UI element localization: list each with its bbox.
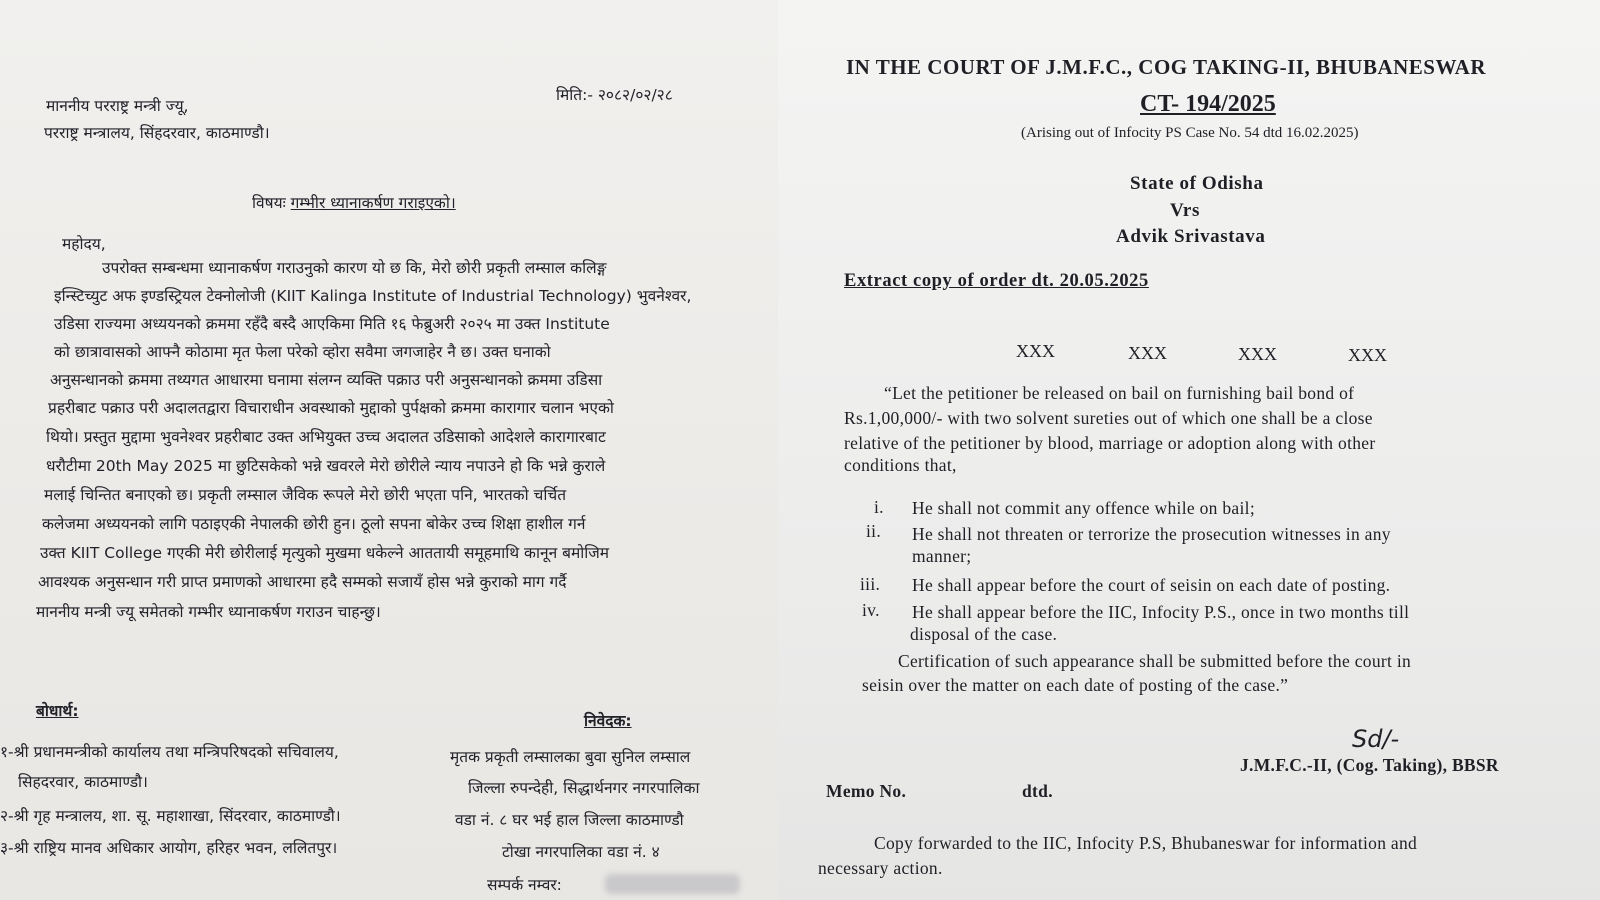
salutation: महोदय, — [62, 235, 106, 253]
subject-line — [252, 191, 456, 213]
body-line: प्रहरीबाट पक्राउ परी अदालतद्वारा विचाराधीन अवस्थाको मुद्दाको पुर्पक्षको क्रममा कारागार चलान भएको — [48, 399, 614, 417]
versus-label: Vrs — [1170, 200, 1200, 221]
placeholder-mark: XXX — [1128, 343, 1167, 363]
court-title: IN THE COURT OF J.M.F.C., COG TAKING-II, BHUBANESWAR — [846, 55, 1486, 79]
body-line: उपरोक्त सम्बन्धमा ध्यानाकर्षण गराउनुको कारण यो छ कि, मेरो छोरी प्रकृती लम्साल कलिङ्ग — [102, 259, 607, 277]
body-line: कलेजमा अध्ययनको लागि पठाइएकी नेपालकी छोरी हुन। ठूलो सपना बोकेर उच्च शिक्षा हाशील गर्न — [42, 515, 586, 533]
applicant-line: मृतक प्रकृती लम्सालका बुवा सुनिल लम्साल — [450, 748, 691, 766]
applicant-line: जिल्ला रुपन्देही, सिद्धार्थनगर नगरपालिका — [468, 779, 700, 797]
body-line: मलाई चिन्तित बनाएको छ। प्रकृती लम्साल जैविक रूपले मेरो छोरी भएता पनि, भारतको चर्चित — [44, 486, 567, 504]
order-line: “Let the petitioner be released on bail on furnishing bail bond of — [884, 383, 1355, 403]
body-line: माननीय मन्त्री ज्यू समेतको गम्भीर ध्यानाकर्षण गराउन चाहन्छु। — [36, 603, 381, 621]
placeholder-mark: XXX — [1238, 344, 1277, 364]
cc-line: १-श्री प्रधानमन्त्रीको कार्यालय तथा मन्त्रिपरिषदको सचिवालय, — [0, 743, 339, 761]
condition-text: He shall appear before the IIC, Infocity P.S., once in two months till — [912, 602, 1410, 622]
dtd-label: dtd. — [1022, 781, 1053, 801]
body-line: उडिसा राज्यमा अध्ययनको क्रममा रहँदै बस्दै आएकिमा मिति १६ फेब्रुअरी २०२५ मा उक्त Institute — [54, 315, 610, 333]
condition-number: iv. — [862, 600, 880, 620]
body-line: को छात्रावासको आफ्नै कोठामा मृत फेला परेको व्होरा सवैमा जगजाहेर नै छ। उक्त घनाको — [54, 343, 551, 361]
cc-line: ३-श्री राष्ट्रिय मानव अधिकार आयोग, हरिहर भवन, ललितपुर। — [0, 839, 338, 857]
forward-line: necessary action. — [818, 858, 943, 878]
body-line: इन्स्टिच्युट अफ इण्डस्ट्रियल टेक्नोलोजी (KIIT Kalinga Institute of Industrial Technology) भुवनेश्वर, — [54, 287, 692, 305]
condition-text: He shall not threaten or terrorize the prosecution witnesses in any — [912, 524, 1391, 544]
forward-line: Copy forwarded to the IIC, Infocity P.S, Bhubaneswar for information and — [874, 833, 1418, 853]
condition-number: ii. — [866, 521, 881, 541]
cc-line: २-श्री गृह मन्त्रालय, शा. सू. महाशाखा, सिंदरवार, काठमाण्डौ। — [0, 807, 341, 825]
memo-label: Memo No. — [826, 781, 907, 801]
redacted-contact-number — [605, 874, 740, 894]
condition-text: manner; — [912, 546, 972, 566]
condition-text: He shall not commit any offence while on bail; — [912, 498, 1255, 518]
subject-label: विषयः — [252, 194, 286, 212]
arising-note: (Arising out of Infocity PS Case No. 54 dtd 16.02.2025) — [1021, 125, 1359, 141]
body-line: उक्त KIIT College गएकी मेरी छोरीलाई मृत्युको मुखमा धकेल्ने आततायी समूहमाथि कानून बमोजिम — [40, 544, 610, 562]
applicant-heading: निवेदक: — [584, 712, 632, 730]
condition-text: He shall appear before the court of seisin on each date of posting. — [912, 575, 1391, 595]
body-line: धरौटीमा 20th May 2025 मा छुटिसकेको भन्ने खवरले मेरो छोरीले न्याय नपाउने हो कि भन्ने कुराले — [46, 457, 606, 475]
subject-text: गम्भीर ध्यानाकर्षण गराइएको। — [290, 194, 456, 212]
condition-number: iii. — [860, 574, 881, 594]
court-order-page — [778, 0, 1600, 900]
addressee-line: परराष्ट्र मन्त्रालय, सिंहदरवार, काठमाण्डौ। — [44, 124, 270, 142]
extract-heading: Extract copy of order dt. 20.05.2025 — [844, 271, 1149, 291]
party-accused: Advik Srivastava — [1116, 226, 1266, 247]
addressee-line: माननीय परराष्ट्र मन्त्री ज्यू, — [46, 97, 189, 115]
order-line: Rs.1,00,000/- with two solvent sureties out of which one shall be a close — [844, 408, 1373, 428]
case-number: CT- 194/2025 — [1140, 91, 1276, 117]
condition-number: i. — [874, 497, 884, 517]
nepali-letter-page — [0, 0, 778, 900]
letter-date: मिति:- २०८२/०२/२८ — [556, 86, 673, 104]
certification-line: Certification of such appearance shall be submitted before the court in — [898, 651, 1412, 671]
certification-line: seisin over the matter on each date of posting of the case.” — [862, 675, 1289, 695]
order-line: conditions that, — [844, 455, 957, 475]
body-line: थियो। प्रस्तुत मुद्दामा भुवनेश्वर प्रहरीबाट उक्त अभियुक्त उच्च अदालत उडिसाको आदेशले कारागारबाट — [46, 428, 606, 446]
placeholder-mark: XXX — [1348, 345, 1387, 365]
signature-mark: Sd/- — [1352, 725, 1400, 753]
cc-heading: बोधार्थ: — [36, 702, 79, 720]
contact-label: सम्पर्क नम्वर: — [487, 876, 562, 894]
condition-text: disposal of the case. — [910, 624, 1058, 644]
order-line: relative of the petitioner by blood, marriage or adoption along with other — [844, 433, 1376, 453]
applicant-line: वडा नं. ८ घर भई हाल जिल्ला काठमाण्डौ — [455, 811, 684, 829]
applicant-line: टोखा नगरपालिका वडा नं. ४ — [502, 843, 660, 861]
placeholder-mark: XXX — [1016, 341, 1055, 361]
cc-line: सिहदरवार, काठमाण्डौ। — [18, 773, 148, 791]
body-line: अनुसन्धानको क्रममा तथ्यगत आधारमा घनामा संलग्न व्यक्ति पक्राउ परी अनुसन्धानको क्रममा उडिसा — [50, 371, 603, 389]
party-state: State of Odisha — [1130, 173, 1264, 194]
signatory: J.M.F.C.-II, (Cog. Taking), BBSR — [1240, 755, 1499, 775]
body-line: आवश्यक अनुसन्धान गरी प्राप्त प्रमाणको आधारमा हदै सम्मको सजायँ होस भन्ने कुराको माग गर्दै — [38, 573, 567, 591]
